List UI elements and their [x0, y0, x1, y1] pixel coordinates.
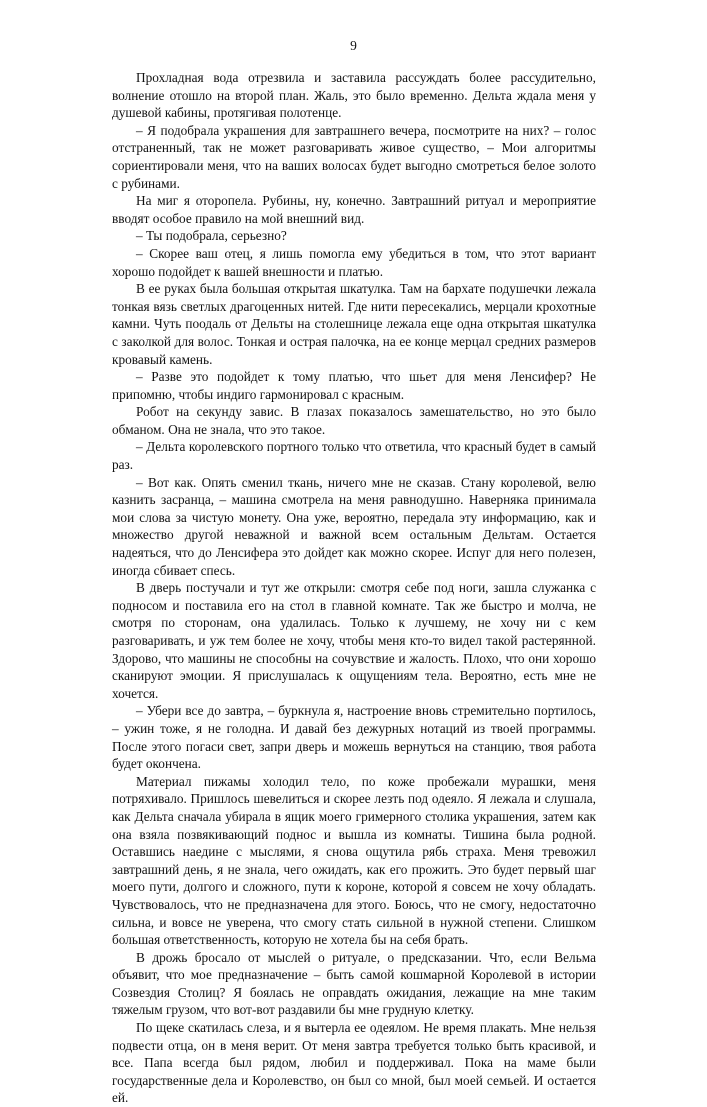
paragraph: Прохладная вода отрезвила и заставила рассуждать более рассудительно, волнение отошло на второй план. Жаль, это было временно. Дельта ждала меня у душевой кабины, протягивая полотенце. [112, 70, 596, 121]
paragraph: Робот на секунду завис. В глазах показалось замешательство, но это было обманом. Она не знала, что это такое. [112, 404, 596, 437]
paragraph: В дверь постучали и тут же открыли: смотря себе под ноги, зашла служанка с подносом и поставила его на стол в главной комнате. Так же быстро и молча, не смотря по сторонам, она удалилась. Только к лучшему, не хочу ни с кем разговаривать, и уж тем более не хочу, чтобы меня кто-то видел такой растерянной. Здорово, что машины не способны на сочувствие и жалость. Плохо, что они хорошо сканируют эмоции. Я прислушалась к ощущениям тела. Вероятно, есть мне не хочется. [112, 580, 596, 701]
paragraph: – Ты подобрала, серьезно? [136, 228, 287, 244]
paragraph: На миг я оторопела. Рубины, ну, конечно. Завтрашний ритуал и мероприятие вводят особое правило на мой внешний вид. [112, 193, 596, 226]
paragraph: – Вот как. Опять сменил ткань, ничего мне не сказав. Стану королевой, велю казнить засранца, – машина смотрела на меня равнодушно. Наверняка принимала мои слова за чистую монету. Она уже, вероятно, передала эту информацию, как и множество другой неважной и важной всем остальным Дельтам. Остается надеяться, что до Ленсифера это дойдет как можно скорее. Испуг для него полезен, иногда сбивает спесь. [112, 474, 596, 578]
paragraph: Материал пижамы холодил тело, по коже пробежали мурашки, меня потряхивало. Пришлось шевелиться и скорее лезть под одеяло. Я лежала и слушала, как Дельта сначала убирала в ящик моего гримерного столика украшения, затем как она взяла позвякивающий поднос и вышла из комнаты. Тишина была родной. Оставшись наедине с мыслями, я снова ощутила рябь страха. Меня тревожил завтрашний день, я не знала, чего ожидать, как его прожить. Это будет первый шаг моего пути, долгого и сложного, пути к короне, которой я совсем не хочу обладать. Чувствовалось, что не предназначена для этого. Боюсь, что не смогу, недостаточно сильна, и вовсе не уверена, что смогу стать сильной в нужной степени. Слишком большая ответственность, которую не хотела бы на себя брать. [112, 773, 596, 948]
paragraph: – Дельта королевского портного только что ответила, что красный будет в самый раз. [112, 439, 596, 473]
paragraph: – Разве это подойдет к тому платью, что шьет для меня Ленсифер? Не припомню, чтобы индиго гармонировал с красным. [112, 369, 596, 402]
paragraph: – Убери все до завтра, – буркнула я, настроение вновь стремительно портилось, – ужин тоже, я не голодна. И давай без дежурных нотаций из твоей программы. После этого погаси свет, запри дверь и можешь вернуться на станцию, твоя работа будет окончена. [112, 703, 596, 772]
paragraph: В дрожь бросало от мыслей о ритуале, о предсказании. Что, если Вельма объявит, что мое предназначение – быть самой кошмарной Королевой в истории Созвездия Столиц? Я боялась не оправдать ожидания, лежащие на мне таким тяжелым грузом, что вот-вот раздавили бы мне грудную клетку. [112, 949, 596, 1018]
paragraph: – Я подобрала украшения для завтрашнего вечера, посмотрите на них? – голос отстраненный, так не может разговаривать живое существо, – Мои алгоритмы сориентировали меня, что на ваших волосах будет выгодно смотреться белое золото с рубинами. [112, 122, 596, 191]
paragraph: В ее руках была большая открытая шкатулка. Там на бархате подушечки лежала тонкая вязь светлых драгоценных нитей. Где нити пересекались, мерцали крохотные камни. Чуть поодаль от Дельты на столешнице лежала еще одна открытая шкатулка с заколкой для волос. Тонкая и острая палочка, на ее конце мерцал средних размеров кровавый камень. [112, 281, 596, 367]
body-text [112, 69, 596, 1107]
page-number: 9 [350, 38, 357, 53]
paragraph: – Скорее ваш отец, я лишь помогла ему убедиться в том, что этот вариант хорошо подойдет к вашей внешности и платью. [112, 245, 596, 279]
paragraph: По щеке скатилась слеза, и я вытерла ее одеялом. Не время плакать. Мне нельзя подвести отца, он в меня верит. От меня завтра требуется только быть красивой, и все. Папа всегда был рядом, любил и поддерживал. Пока на маме были государственные дела и Королевство, он был со мной, был моей семьей. И остается ей. [112, 1020, 596, 1106]
